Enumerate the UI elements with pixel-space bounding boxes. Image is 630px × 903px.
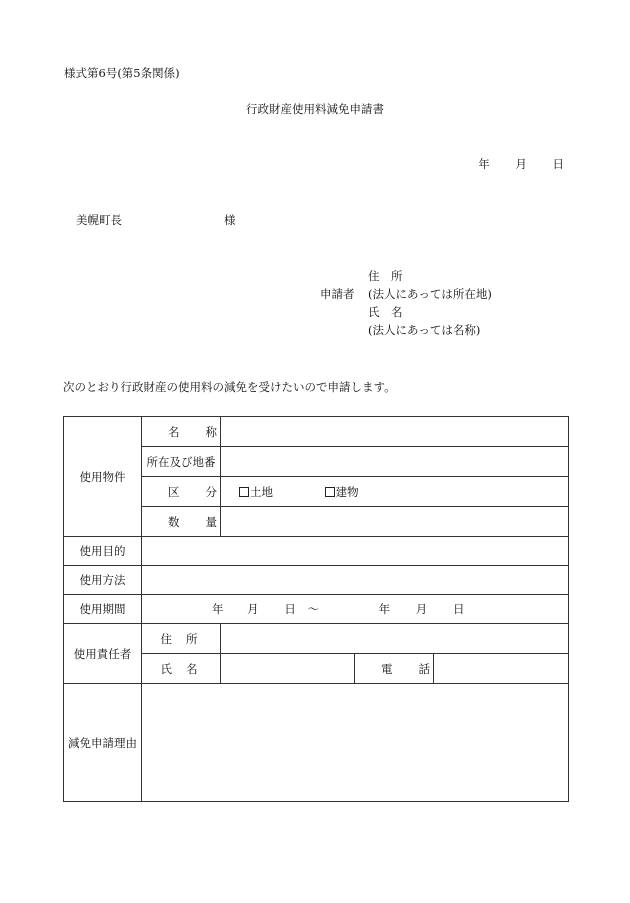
applicant-name-note: (法人にあっては名称) bbox=[368, 323, 481, 337]
period-tilde: ～ bbox=[307, 602, 319, 616]
location-field[interactable] bbox=[221, 447, 569, 477]
date-year: 年 bbox=[478, 157, 490, 171]
applicant-label: 申請者 bbox=[320, 287, 355, 301]
name-label: 名称 bbox=[142, 417, 221, 447]
form-code: 様式第6号(第5条関係) bbox=[64, 66, 180, 80]
responsible-name-label: 氏名 bbox=[142, 654, 221, 684]
period-start-year: 年 bbox=[212, 602, 224, 616]
phone-label: 電話 bbox=[355, 654, 434, 684]
responsible-address-field[interactable] bbox=[221, 624, 569, 654]
checkbox-building[interactable] bbox=[325, 484, 359, 500]
period-label: 使用期間 bbox=[64, 595, 142, 624]
period-field[interactable] bbox=[142, 595, 569, 624]
applicant-block bbox=[320, 271, 492, 343]
name-field[interactable] bbox=[221, 417, 569, 447]
date-line bbox=[478, 159, 564, 171]
purpose-field[interactable] bbox=[142, 537, 569, 566]
period-end-year: 年 bbox=[378, 602, 391, 616]
date-month: 月 bbox=[515, 157, 527, 171]
applicant-address-label: 住 所 bbox=[368, 269, 403, 283]
addressee-name: 美幌町長 bbox=[76, 213, 122, 227]
checkbox-building-label: 建物 bbox=[335, 484, 359, 499]
method-field[interactable] bbox=[142, 566, 569, 595]
intro-text: 次のとおり行政財産の使用料の減免を受けたいので申請します。 bbox=[63, 380, 396, 394]
quantity-field[interactable] bbox=[221, 507, 569, 537]
checkbox-land[interactable] bbox=[239, 484, 273, 500]
purpose-label: 使用目的 bbox=[64, 537, 142, 566]
period-start-month: 月 bbox=[247, 602, 259, 616]
checkbox-land-label: 土地 bbox=[250, 484, 273, 499]
document-title: 行政財産使用料減免申請書 bbox=[246, 102, 384, 116]
addressee-honorific: 様 bbox=[224, 213, 236, 227]
responsible-header: 使用責任者 bbox=[64, 624, 142, 684]
applicant-address-note: (法人にあっては所在地) bbox=[368, 287, 492, 301]
applicant-name-label: 氏 名 bbox=[368, 305, 403, 319]
location-label: 所在及び地番 bbox=[142, 447, 221, 477]
checkbox-land-box[interactable] bbox=[239, 487, 249, 497]
reason-field[interactable] bbox=[142, 684, 569, 802]
reason-label: 減免申請理由 bbox=[64, 684, 142, 802]
method-label: 使用方法 bbox=[64, 566, 142, 595]
category-field bbox=[221, 477, 569, 507]
responsible-address-label: 住所 bbox=[142, 624, 221, 654]
responsible-name-field[interactable] bbox=[221, 654, 355, 684]
date-day: 日 bbox=[552, 157, 564, 171]
period-start-day: 日 bbox=[284, 602, 296, 616]
category-label: 区分 bbox=[142, 477, 221, 507]
addressee bbox=[76, 215, 236, 227]
checkbox-building-box[interactable] bbox=[325, 487, 335, 497]
period-end-month: 月 bbox=[415, 602, 428, 616]
property-header: 使用物件 bbox=[64, 417, 142, 537]
period-end-day: 日 bbox=[452, 602, 465, 616]
application-table bbox=[63, 416, 569, 802]
quantity-label: 数量 bbox=[142, 507, 221, 537]
